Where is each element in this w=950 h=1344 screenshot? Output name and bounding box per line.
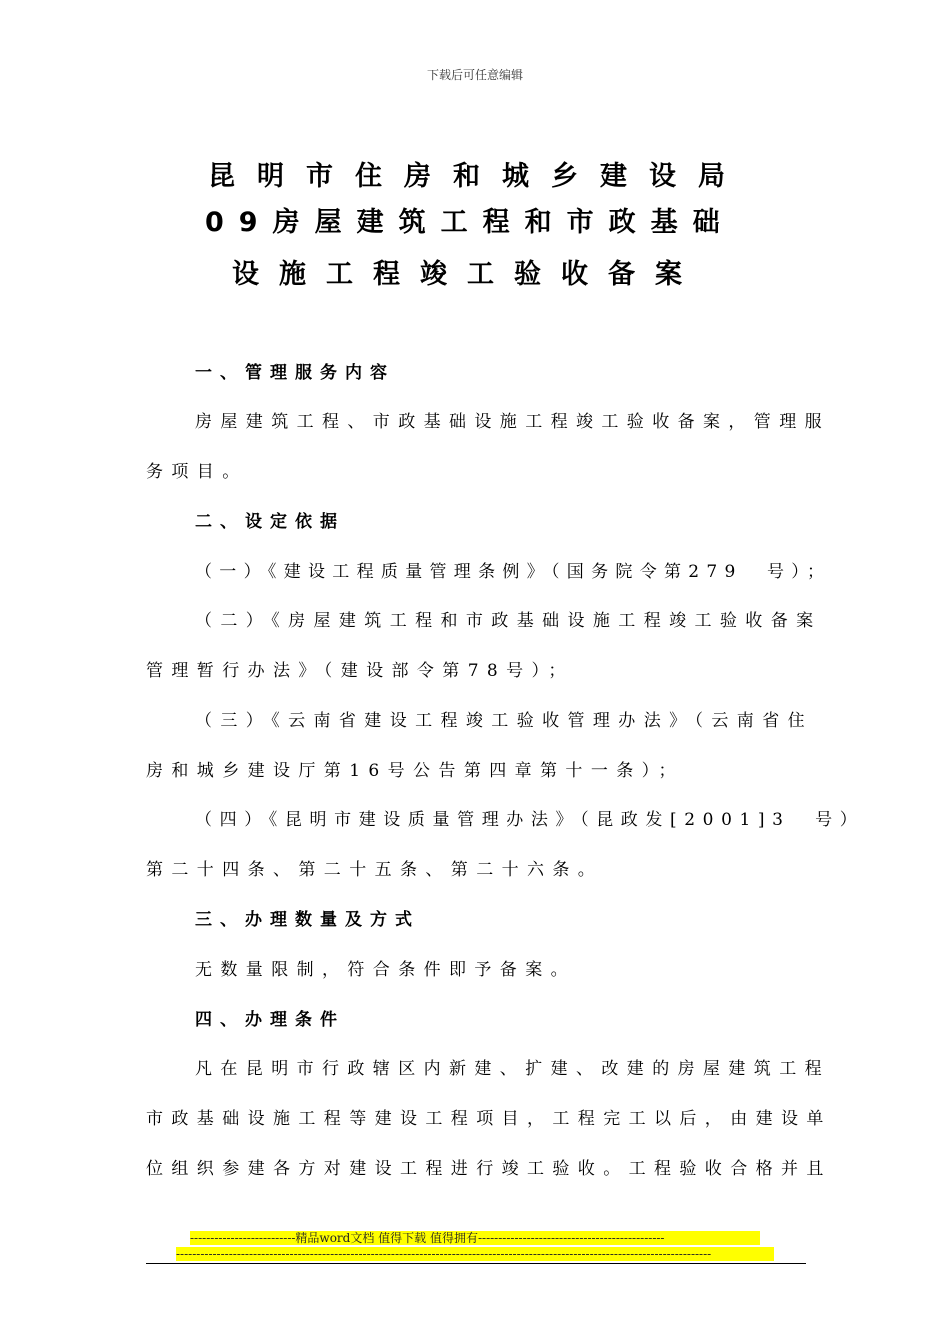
section-4-paragraph-line: 凡在昆明市行政辖区内新建、扩建、改建的房屋建筑工程 [195, 1059, 830, 1079]
document-title-line-1: 昆明市住房和城乡建设局 [208, 161, 747, 192]
section-4-paragraph-line: 市政基础设施工程等建设工程项目，工程完工以后，由建设单 [146, 1109, 832, 1129]
section-2-item-line: 房和城乡建设厅第16号公告第四章第十一条）； [146, 761, 684, 781]
section-1-paragraph-line: 房屋建筑工程、市政基础设施工程竣工验收备案，管理服 [195, 412, 830, 432]
section-1-heading: 一、管理服务内容 [195, 363, 395, 383]
section-1-paragraph-line: 务项目。 [146, 462, 248, 482]
section-2-item-line: 第二十四条、第二十五条、第二十六条。 [146, 860, 604, 880]
section-2-item-line: （二）《房屋建筑工程和市政基础设施工程竣工验收备案 [195, 611, 822, 631]
section-2-item-line: （一）《建设工程质量管理条例》（国务院令第279 号）； [195, 562, 832, 582]
section-2-heading: 二、设定依据 [195, 512, 345, 532]
document-title-line-3: 设施工程竣工验收备案 [232, 259, 702, 290]
document-title-line-2: 09房屋建筑工程和市政基础 [205, 207, 735, 238]
footer-highlight-line-1: --------------------------精品word文档 值得下载 值得拥有---------------------------------------------- [190, 1231, 760, 1245]
section-4-heading: 四、办理条件 [195, 1010, 345, 1030]
page-header-note: 下载后可任意编辑 [426, 68, 523, 82]
section-2-item-line: 管理暂行办法》（建设部令第78号）； [146, 661, 574, 681]
footer-highlight-line-2: ------------------------------------------------------------------------------------------------------------------------------------ [176, 1247, 774, 1261]
section-2-item-line: （三）《云南省建设工程竣工验收管理办法》（云南省住 [195, 711, 813, 731]
section-2-item-line: （四）《昆明市建设质量管理办法》（昆政发[2001]3 号） [195, 810, 865, 830]
footer-divider [146, 1263, 806, 1264]
section-3-heading: 三、办理数量及方式 [195, 910, 420, 930]
section-3-paragraph-line: 无数量限制，符合条件即予备案。 [195, 960, 576, 980]
section-4-paragraph-line: 位组织参建各方对建设工程进行竣工验收。工程验收合格并且 [146, 1159, 832, 1179]
